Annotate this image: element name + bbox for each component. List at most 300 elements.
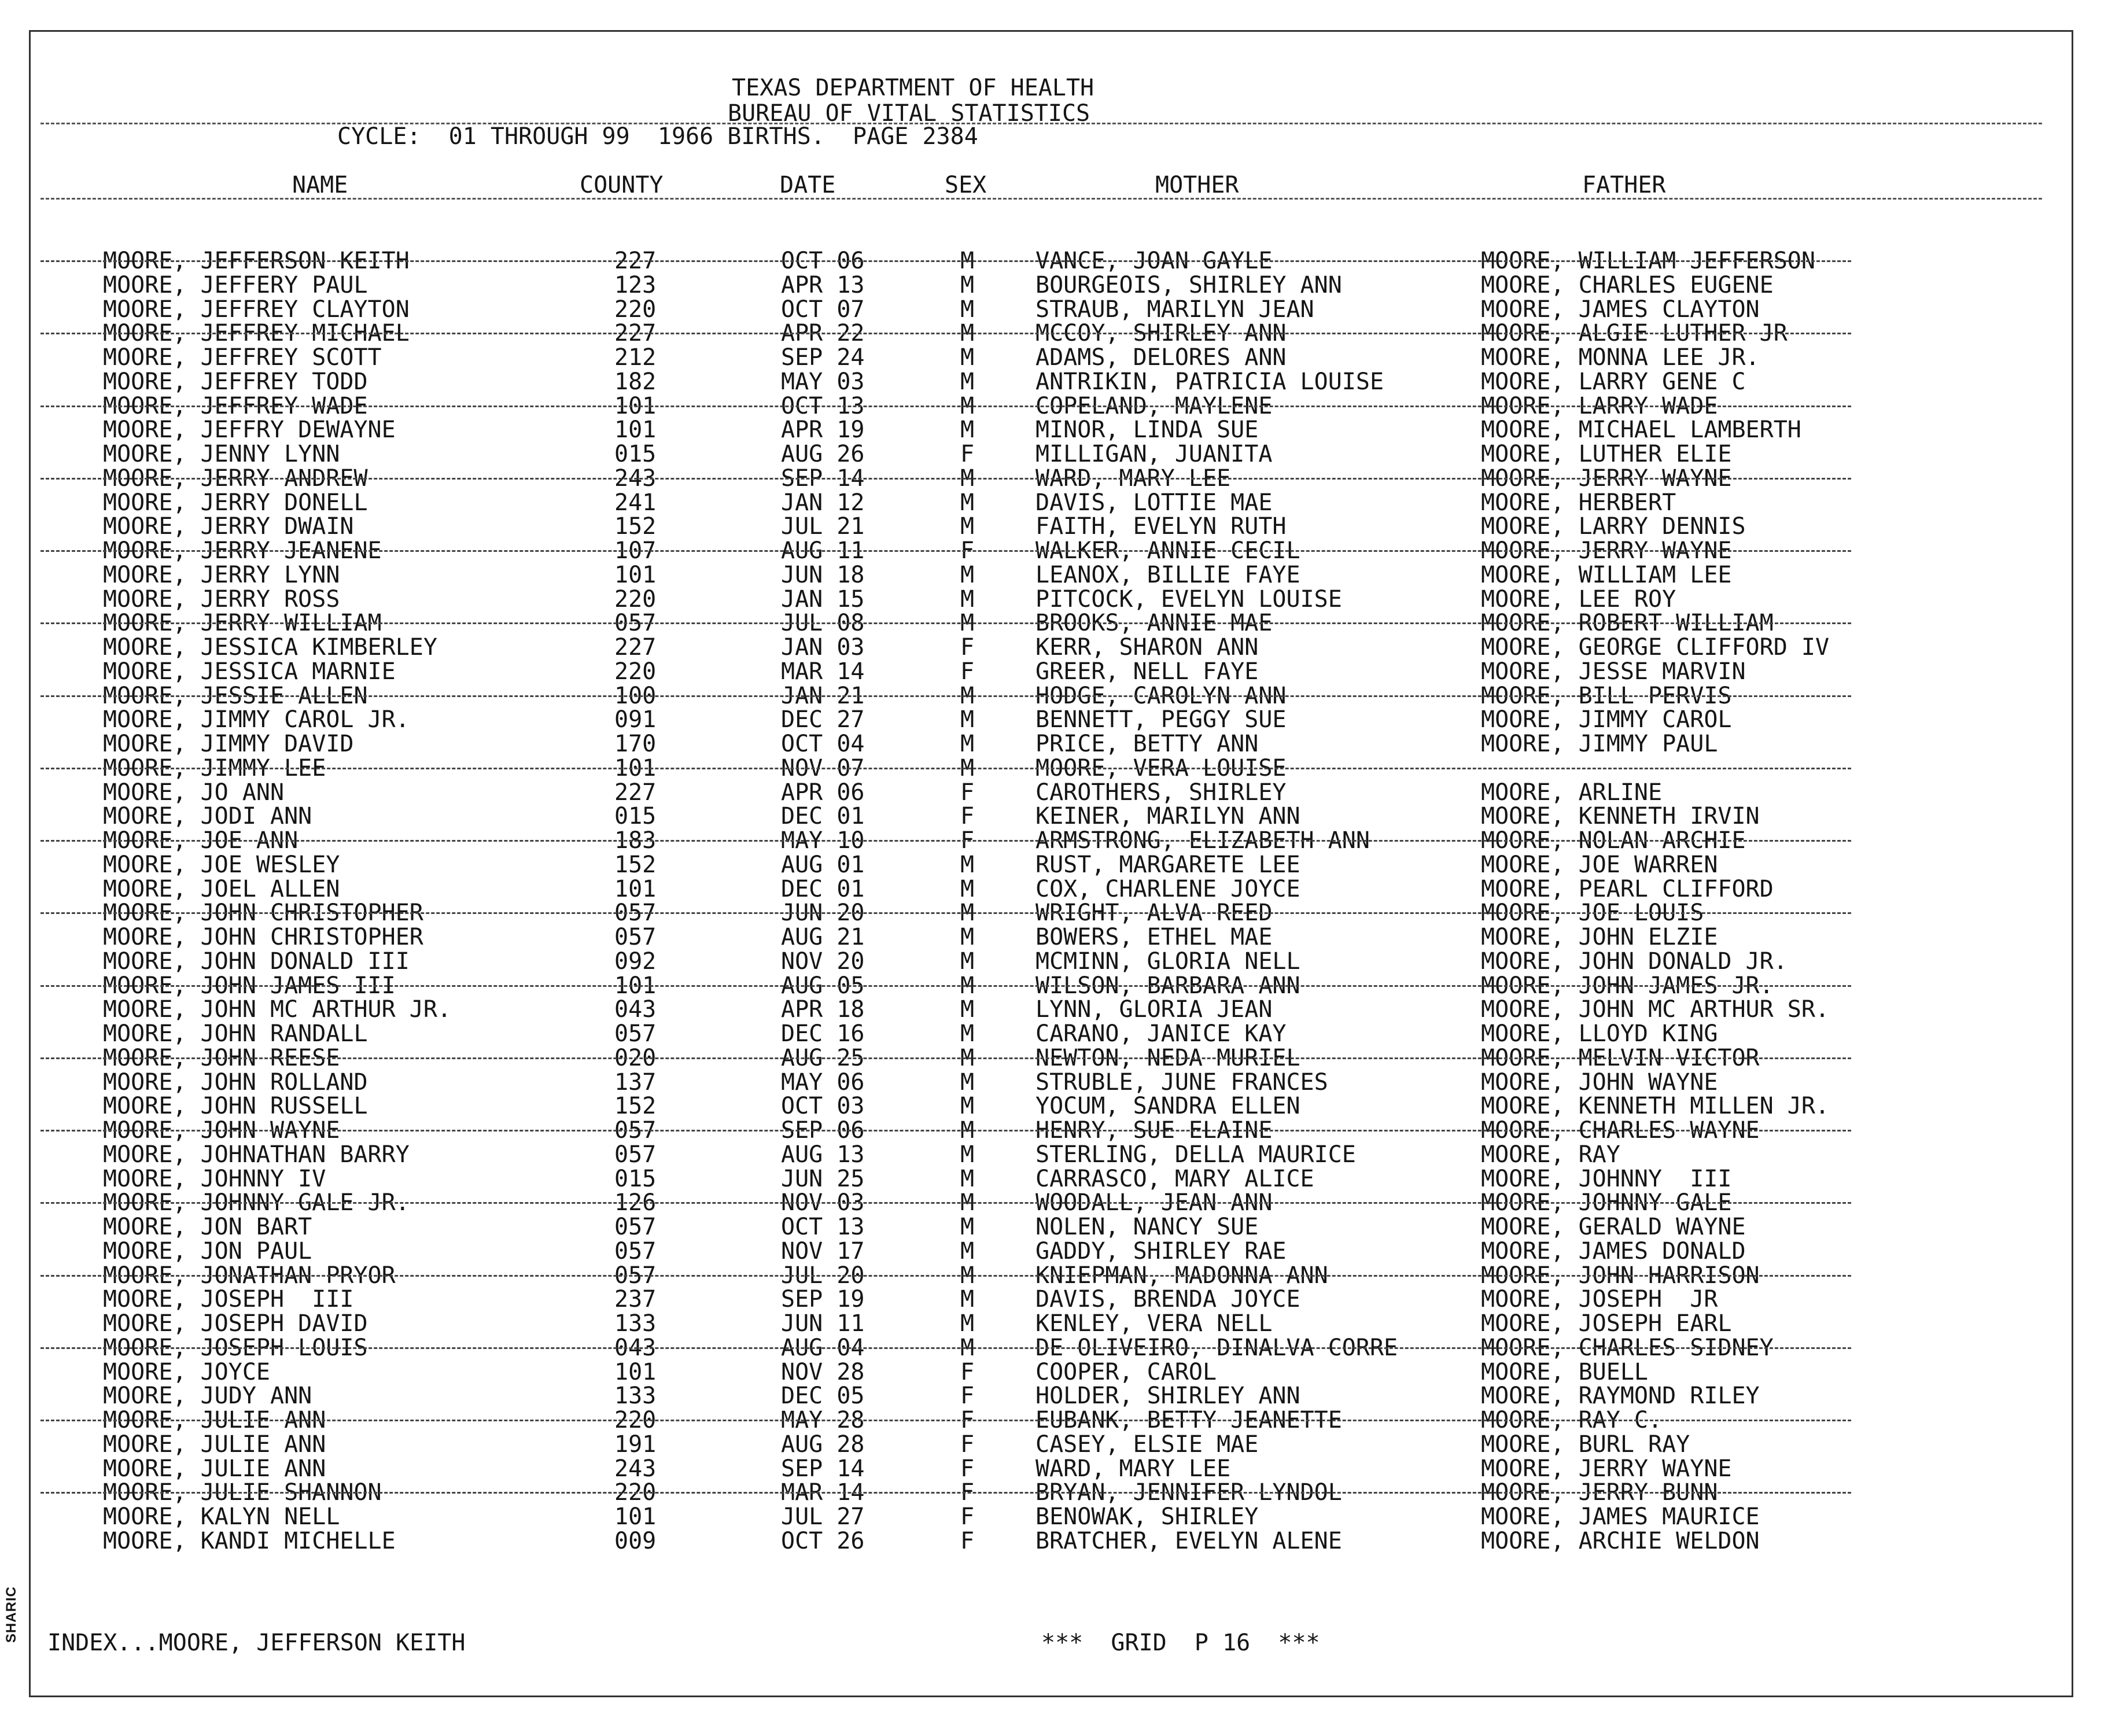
father-cell: MOORE, KENNETH MILLEN JR. bbox=[1481, 1093, 1830, 1120]
table-row bbox=[0, 1384, 2119, 1408]
father-cell: MOORE, LARRY DENNIS bbox=[1481, 513, 1746, 540]
father-cell: MOORE, CHARLES WAYNE bbox=[1481, 1117, 1760, 1144]
row-guide-line bbox=[40, 840, 1851, 842]
county-cell: 220 bbox=[614, 585, 657, 613]
table-row bbox=[0, 345, 2119, 370]
date-cell: AUG 26 bbox=[781, 441, 865, 467]
date-cell: MAY 03 bbox=[781, 368, 865, 395]
father-cell: MOORE, WILLIAM LEE bbox=[1481, 561, 1732, 588]
name-cell: MOORE, JOE ANN bbox=[103, 827, 298, 854]
table-row bbox=[0, 1215, 2119, 1239]
mother-cell: FAITH, EVELYN RUTH bbox=[1035, 513, 1287, 540]
name-cell: MOORE, JIMMY DAVID bbox=[103, 731, 354, 757]
county-cell: 100 bbox=[614, 682, 657, 709]
margin-label: SHARIC bbox=[3, 1586, 19, 1643]
county-cell: 057 bbox=[614, 1214, 657, 1240]
county-cell: 133 bbox=[614, 1383, 657, 1410]
father-cell: MOORE, JERRY WAYNE bbox=[1481, 537, 1732, 564]
column-header-county: COUNTY bbox=[580, 172, 664, 198]
name-cell: MOORE, JENNY LYNN bbox=[103, 441, 340, 467]
name-cell: MOORE, JOHN WAYNE bbox=[103, 1117, 340, 1144]
date-cell: OCT 07 bbox=[781, 296, 865, 323]
date-cell: OCT 13 bbox=[781, 1214, 865, 1240]
name-cell: MOORE, JEFFREY CLAYTON bbox=[103, 296, 410, 323]
sex-cell: M bbox=[960, 1334, 975, 1361]
sex-cell: F bbox=[960, 1527, 975, 1554]
county-cell: 057 bbox=[614, 900, 657, 927]
name-cell: MOORE, JERRY DWAIN bbox=[103, 513, 354, 540]
father-cell: MOORE, LLOYD KING bbox=[1481, 1020, 1718, 1047]
mother-cell: BRYAN, JENNIFER LYNDOL bbox=[1035, 1479, 1342, 1506]
date-cell: MAR 14 bbox=[781, 1479, 865, 1506]
name-cell: MOORE, JEFFREY SCOTT bbox=[103, 344, 382, 371]
mother-cell: BENNETT, PEGGY SUE bbox=[1035, 706, 1287, 734]
date-cell: OCT 03 bbox=[781, 1093, 865, 1120]
name-cell: MOORE, KALYN NELL bbox=[103, 1503, 340, 1530]
date-cell: OCT 13 bbox=[781, 392, 865, 419]
sex-cell: M bbox=[960, 924, 975, 950]
row-guide-line bbox=[40, 478, 1851, 480]
name-cell: MOORE, JO ANN bbox=[103, 779, 285, 806]
father-cell: MOORE, JOHN DONALD JR. bbox=[1481, 948, 1788, 975]
mother-cell: KNIEPMAN, MADONNA ANN bbox=[1035, 1262, 1328, 1289]
table-row bbox=[0, 514, 2119, 539]
date-cell: SEP 19 bbox=[781, 1286, 865, 1313]
sex-cell: M bbox=[960, 513, 975, 540]
date-cell: SEP 14 bbox=[781, 1455, 865, 1482]
date-cell: APR 18 bbox=[781, 996, 865, 1023]
column-header-rule bbox=[40, 198, 2042, 200]
mother-cell: COOPER, CAROL bbox=[1035, 1358, 1217, 1385]
table-row bbox=[0, 297, 2119, 322]
date-cell: JAN 21 bbox=[781, 682, 865, 709]
name-cell: MOORE, JESSIE ALLEN bbox=[103, 682, 368, 709]
county-cell: 092 bbox=[614, 948, 657, 975]
row-guide-line bbox=[40, 260, 1851, 262]
date-cell: JAN 12 bbox=[781, 489, 865, 516]
name-cell: MOORE, JODI ANN bbox=[103, 803, 312, 830]
county-cell: 152 bbox=[614, 513, 657, 540]
date-cell: MAY 10 bbox=[781, 827, 865, 854]
name-cell: MOORE, JOE WESLEY bbox=[103, 851, 340, 878]
table-row bbox=[0, 949, 2119, 974]
father-cell: MOORE, JOE WARREN bbox=[1481, 851, 1718, 878]
row-guide-line bbox=[40, 550, 1851, 552]
county-cell: 220 bbox=[614, 296, 657, 323]
sex-cell: M bbox=[960, 682, 975, 709]
table-row bbox=[0, 1239, 2119, 1263]
date-cell: DEC 27 bbox=[781, 706, 865, 734]
date-cell: APR 19 bbox=[781, 417, 865, 444]
county-cell: 227 bbox=[614, 248, 657, 274]
sex-cell: F bbox=[960, 803, 975, 830]
father-cell: MOORE, JAMES MAURICE bbox=[1481, 1503, 1760, 1530]
date-cell: SEP 24 bbox=[781, 344, 865, 371]
sex-cell: F bbox=[960, 634, 975, 661]
table-row bbox=[0, 732, 2119, 756]
county-cell: 241 bbox=[614, 489, 657, 516]
father-cell: MOORE, RAY bbox=[1481, 1141, 1620, 1168]
row-guide-line bbox=[40, 912, 1851, 914]
table-row bbox=[0, 853, 2119, 877]
sex-cell: M bbox=[960, 972, 975, 999]
county-cell: 191 bbox=[614, 1431, 657, 1458]
date-cell: JUL 21 bbox=[781, 513, 865, 540]
sex-cell: M bbox=[960, 1286, 975, 1313]
county-cell: 152 bbox=[614, 851, 657, 878]
mother-cell: KEINER, MARILYN ANN bbox=[1035, 803, 1300, 830]
date-cell: APR 22 bbox=[781, 320, 865, 347]
name-cell: MOORE, JON PAUL bbox=[103, 1237, 312, 1265]
date-cell: AUG 11 bbox=[781, 537, 865, 564]
name-cell: MOORE, JIMMY CAROL JR. bbox=[103, 706, 410, 734]
agency-title: TEXAS DEPARTMENT OF HEALTH bbox=[732, 75, 1094, 101]
county-cell: 057 bbox=[614, 610, 657, 637]
county-cell: 101 bbox=[614, 561, 657, 588]
sex-cell: M bbox=[960, 1020, 975, 1047]
sex-cell: M bbox=[960, 465, 975, 492]
county-cell: 182 bbox=[614, 368, 657, 395]
date-cell: AUG 01 bbox=[781, 851, 865, 878]
mother-cell: WALKER, ANNIE CECIL bbox=[1035, 537, 1300, 564]
father-cell: MOORE, JOHN HARRISON bbox=[1481, 1262, 1760, 1289]
date-cell: JUN 18 bbox=[781, 561, 865, 588]
table-row bbox=[0, 997, 2119, 1022]
sex-cell: M bbox=[960, 1310, 975, 1337]
table-row bbox=[0, 1287, 2119, 1311]
mother-cell: WOODALL, JEAN ANN bbox=[1035, 1189, 1273, 1217]
father-cell: MOORE, LARRY GENE C bbox=[1481, 368, 1746, 395]
sex-cell: M bbox=[960, 1214, 975, 1240]
date-cell: NOV 17 bbox=[781, 1237, 865, 1265]
date-cell: JUL 27 bbox=[781, 1503, 865, 1530]
father-cell: MOORE, JERRY WAYNE bbox=[1481, 465, 1732, 492]
sex-cell: M bbox=[960, 1189, 975, 1217]
sex-cell: M bbox=[960, 296, 975, 323]
mother-cell: VANCE, JOAN GAYLE bbox=[1035, 248, 1273, 274]
sex-cell: M bbox=[960, 344, 975, 371]
county-cell: 009 bbox=[614, 1527, 657, 1554]
mother-cell: NOLEN, NANCY SUE bbox=[1035, 1214, 1259, 1240]
father-cell: MOORE, NOLAN ARCHIE bbox=[1481, 827, 1746, 854]
row-guide-line bbox=[40, 768, 1851, 769]
county-cell: 057 bbox=[614, 1020, 657, 1047]
mother-cell: DE OLIVEIRO, DINALVA CORRE bbox=[1035, 1334, 1398, 1361]
name-cell: MOORE, JONATHAN PRYOR bbox=[103, 1262, 396, 1289]
date-cell: APR 13 bbox=[781, 271, 865, 298]
mother-cell: HOLDER, SHIRLEY ANN bbox=[1035, 1383, 1300, 1410]
father-cell: MOORE, GERALD WAYNE bbox=[1481, 1214, 1746, 1240]
name-cell: MOORE, JOHN CHRISTOPHER bbox=[103, 924, 423, 950]
county-cell: 170 bbox=[614, 731, 657, 757]
column-header-father: FATHER bbox=[1582, 172, 1666, 198]
name-cell: MOORE, JERRY ANDREW bbox=[103, 465, 368, 492]
name-cell: MOORE, JEFFREY MICHAEL bbox=[103, 320, 410, 347]
mother-cell: STRUBLE, JUNE FRANCES bbox=[1035, 1068, 1328, 1096]
table-row bbox=[0, 780, 2119, 805]
date-cell: AUG 05 bbox=[781, 972, 865, 999]
county-cell: 101 bbox=[614, 754, 657, 782]
mother-cell: COX, CHARLENE JOYCE bbox=[1035, 875, 1300, 902]
name-cell: MOORE, JOHN CHRISTOPHER bbox=[103, 900, 423, 927]
father-cell: MOORE, PEARL CLIFFORD bbox=[1481, 875, 1774, 902]
father-cell: MOORE, JAMES DONALD bbox=[1481, 1237, 1746, 1265]
table-row bbox=[0, 804, 2119, 828]
county-cell: 101 bbox=[614, 875, 657, 902]
name-cell: MOORE, JOHN ROLLAND bbox=[103, 1068, 368, 1096]
name-cell: MOORE, JOHNATHAN BARRY bbox=[103, 1141, 410, 1168]
date-cell: MAY 28 bbox=[781, 1407, 865, 1433]
row-guide-line bbox=[40, 1492, 1851, 1494]
county-cell: 101 bbox=[614, 1503, 657, 1530]
name-cell: MOORE, JON BART bbox=[103, 1214, 312, 1240]
mother-cell: HENRY, SUE ELAINE bbox=[1035, 1117, 1273, 1144]
sex-cell: M bbox=[960, 1044, 975, 1071]
father-cell: MOORE, JOSEPH JR bbox=[1481, 1286, 1718, 1313]
father-cell: MOORE, ARCHIE WELDON bbox=[1481, 1527, 1760, 1554]
name-cell: MOORE, JEFFERSON KEITH bbox=[103, 248, 410, 274]
father-cell: MOORE, JESSE MARVIN bbox=[1481, 658, 1746, 685]
mother-cell: LYNN, GLORIA JEAN bbox=[1035, 996, 1273, 1023]
father-cell: MOORE, JOHN JAMES JR. bbox=[1481, 972, 1774, 999]
sex-cell: F bbox=[960, 779, 975, 806]
sex-cell: M bbox=[960, 320, 975, 347]
father-cell: MOORE, ARLINE bbox=[1481, 779, 1663, 806]
index-footer: INDEX...MOORE, JEFFERSON KEITH bbox=[47, 1630, 466, 1656]
county-cell: 015 bbox=[614, 1165, 657, 1192]
sex-cell: M bbox=[960, 1141, 975, 1168]
row-guide-line bbox=[40, 622, 1851, 624]
father-cell: MOORE, JOHNNY III bbox=[1481, 1165, 1732, 1192]
mother-cell: BROOKS, ANNIE MAE bbox=[1035, 610, 1273, 637]
date-cell: MAY 06 bbox=[781, 1068, 865, 1096]
name-cell: MOORE, JOSEPH DAVID bbox=[103, 1310, 368, 1337]
date-cell: MAR 14 bbox=[781, 658, 865, 685]
county-cell: 020 bbox=[614, 1044, 657, 1071]
date-cell: JUN 25 bbox=[781, 1165, 865, 1192]
father-cell: MOORE, MELVIN VICTOR bbox=[1481, 1044, 1760, 1071]
mother-cell: HODGE, CAROLYN ANN bbox=[1035, 682, 1287, 709]
name-cell: MOORE, KANDI MICHELLE bbox=[103, 1527, 396, 1554]
mother-cell: WRIGHT, ALVA REED bbox=[1035, 900, 1273, 927]
father-cell: MOORE, JOE LOUIS bbox=[1481, 900, 1704, 927]
mother-cell: WARD, MARY LEE bbox=[1035, 465, 1231, 492]
name-cell: MOORE, JOHN MC ARTHUR JR. bbox=[103, 996, 452, 1023]
sex-cell: M bbox=[960, 1117, 975, 1144]
county-cell: 133 bbox=[614, 1310, 657, 1337]
county-cell: 101 bbox=[614, 972, 657, 999]
name-cell: MOORE, JIMMY LEE bbox=[103, 754, 326, 782]
mother-cell: GREER, NELL FAYE bbox=[1035, 658, 1259, 685]
father-cell: MOORE, MICHAEL LAMBERTH bbox=[1481, 417, 1801, 444]
father-cell: MOORE, ROBERT WILLIAM bbox=[1481, 610, 1774, 637]
county-cell: 227 bbox=[614, 779, 657, 806]
father-cell: MOORE, BURL RAY bbox=[1481, 1431, 1690, 1458]
sex-cell: M bbox=[960, 1165, 975, 1192]
name-cell: MOORE, JEFFREY WADE bbox=[103, 392, 368, 419]
mother-cell: NEWTON, NEDA MURIEL bbox=[1035, 1044, 1300, 1071]
name-cell: MOORE, JULIE ANN bbox=[103, 1431, 326, 1458]
date-cell: OCT 26 bbox=[781, 1527, 865, 1554]
row-guide-line bbox=[40, 1202, 1851, 1204]
father-cell: MOORE, JOHN WAYNE bbox=[1481, 1068, 1718, 1096]
mother-cell: PITCOCK, EVELYN LOUISE bbox=[1035, 585, 1342, 613]
name-cell: MOORE, JESSICA KIMBERLEY bbox=[103, 634, 437, 661]
sex-cell: F bbox=[960, 1479, 975, 1506]
county-cell: 107 bbox=[614, 537, 657, 564]
table-row bbox=[0, 1505, 2119, 1529]
column-header-mother: MOTHER bbox=[1155, 172, 1239, 198]
table-row bbox=[0, 925, 2119, 949]
date-cell: DEC 01 bbox=[781, 803, 865, 830]
father-cell: MOORE, BUELL bbox=[1481, 1358, 1648, 1385]
sex-cell: M bbox=[960, 1093, 975, 1120]
table-row bbox=[0, 273, 2119, 297]
sex-cell: F bbox=[960, 1431, 975, 1458]
county-cell: 043 bbox=[614, 996, 657, 1023]
sex-cell: M bbox=[960, 489, 975, 516]
mother-cell: BOWERS, ETHEL MAE bbox=[1035, 924, 1273, 950]
date-cell: JUL 20 bbox=[781, 1262, 865, 1289]
date-cell: SEP 14 bbox=[781, 465, 865, 492]
table-row bbox=[0, 563, 2119, 587]
date-cell: NOV 20 bbox=[781, 948, 865, 975]
name-cell: MOORE, JULIE ANN bbox=[103, 1407, 326, 1433]
county-cell: 101 bbox=[614, 417, 657, 444]
mother-cell: DAVIS, LOTTIE MAE bbox=[1035, 489, 1273, 516]
mother-cell: PRICE, BETTY ANN bbox=[1035, 731, 1259, 757]
name-cell: MOORE, JULIE ANN bbox=[103, 1455, 326, 1482]
mother-cell: ADAMS, DELORES ANN bbox=[1035, 344, 1287, 371]
county-cell: 227 bbox=[614, 634, 657, 661]
mother-cell: ANTRIKIN, PATRICIA LOUISE bbox=[1035, 368, 1384, 395]
sex-cell: F bbox=[960, 1358, 975, 1385]
county-cell: 091 bbox=[614, 706, 657, 734]
name-cell: MOORE, JULIE SHANNON bbox=[103, 1479, 382, 1506]
date-cell: JUN 11 bbox=[781, 1310, 865, 1337]
date-cell: AUG 13 bbox=[781, 1141, 865, 1168]
date-cell: APR 06 bbox=[781, 779, 865, 806]
table-row bbox=[0, 1094, 2119, 1118]
father-cell: MOORE, JERRY BUNN bbox=[1481, 1479, 1718, 1506]
county-cell: 220 bbox=[614, 1407, 657, 1433]
table-row bbox=[0, 877, 2119, 901]
sex-cell: M bbox=[960, 900, 975, 927]
mother-cell: BRATCHER, EVELYN ALENE bbox=[1035, 1527, 1342, 1554]
table-row bbox=[0, 659, 2119, 684]
sex-cell: M bbox=[960, 875, 975, 902]
sex-cell: M bbox=[960, 585, 975, 613]
date-cell: AUG 28 bbox=[781, 1431, 865, 1458]
name-cell: MOORE, JOEL ALLEN bbox=[103, 875, 340, 902]
sex-cell: F bbox=[960, 658, 975, 685]
sex-cell: M bbox=[960, 248, 975, 274]
father-cell: MOORE, KENNETH IRVIN bbox=[1481, 803, 1760, 830]
date-cell: AUG 21 bbox=[781, 924, 865, 950]
sex-cell: M bbox=[960, 368, 975, 395]
table-row bbox=[0, 1529, 2119, 1553]
father-cell: MOORE, JOSEPH EARL bbox=[1481, 1310, 1732, 1337]
sex-cell: M bbox=[960, 1068, 975, 1096]
father-cell: MOORE, MONNA LEE JR. bbox=[1481, 344, 1760, 371]
table-row bbox=[0, 1167, 2119, 1191]
name-cell: MOORE, JOHN RANDALL bbox=[103, 1020, 368, 1047]
name-cell: MOORE, JEFFREY TODD bbox=[103, 368, 368, 395]
mother-cell: RUST, MARGARETE LEE bbox=[1035, 851, 1300, 878]
father-cell: MOORE, LARRY WADE bbox=[1481, 392, 1718, 419]
county-cell: 101 bbox=[614, 392, 657, 419]
date-cell: NOV 28 bbox=[781, 1358, 865, 1385]
father-cell: MOORE, GEORGE CLIFFORD IV bbox=[1481, 634, 1830, 661]
father-cell: MOORE, JOHNNY GALE bbox=[1481, 1189, 1732, 1217]
date-cell: SEP 06 bbox=[781, 1117, 865, 1144]
mother-cell: MILLIGAN, JUANITA bbox=[1035, 441, 1273, 467]
sex-cell: F bbox=[960, 1455, 975, 1482]
row-guide-line bbox=[40, 1420, 1851, 1421]
column-header-date: DATE bbox=[780, 172, 836, 198]
row-guide-line bbox=[40, 985, 1851, 987]
table-row bbox=[0, 587, 2119, 611]
table-row bbox=[0, 1070, 2119, 1094]
mother-cell: CAROTHERS, SHIRLEY bbox=[1035, 779, 1287, 806]
mother-cell: EUBANK, BETTY JEANETTE bbox=[1035, 1407, 1342, 1433]
date-cell: AUG 04 bbox=[781, 1334, 865, 1361]
date-cell: JAN 15 bbox=[781, 585, 865, 613]
cycle-line: CYCLE: 01 THROUGH 99 1966 BIRTHS. PAGE 2384 bbox=[337, 123, 978, 150]
sex-cell: M bbox=[960, 731, 975, 757]
county-cell: 123 bbox=[614, 271, 657, 298]
county-cell: 220 bbox=[614, 658, 657, 685]
name-cell: MOORE, JOYCE bbox=[103, 1358, 270, 1385]
table-row bbox=[0, 1311, 2119, 1336]
date-cell: NOV 07 bbox=[781, 754, 865, 782]
county-cell: 243 bbox=[614, 1455, 657, 1482]
table-row bbox=[0, 370, 2119, 394]
father-cell: MOORE, CHARLES SIDNEY bbox=[1481, 1334, 1774, 1361]
table-row bbox=[0, 1022, 2119, 1046]
table-row bbox=[0, 1457, 2119, 1481]
name-cell: MOORE, JESSICA MARNIE bbox=[103, 658, 396, 685]
date-cell: DEC 01 bbox=[781, 875, 865, 902]
mother-cell: MOORE, VERA LOUISE bbox=[1035, 754, 1287, 782]
mother-cell: WILSON, BARBARA ANN bbox=[1035, 972, 1300, 999]
county-cell: 043 bbox=[614, 1334, 657, 1361]
date-cell: JUL 08 bbox=[781, 610, 865, 637]
county-cell: 183 bbox=[614, 827, 657, 854]
date-cell: DEC 05 bbox=[781, 1383, 865, 1410]
county-cell: 057 bbox=[614, 1141, 657, 1168]
county-cell: 137 bbox=[614, 1068, 657, 1096]
father-cell: MOORE, JOHN ELZIE bbox=[1481, 924, 1718, 950]
name-cell: MOORE, JERRY LYNN bbox=[103, 561, 340, 588]
sex-cell: M bbox=[960, 754, 975, 782]
row-guide-line bbox=[40, 1275, 1851, 1277]
table-row bbox=[0, 418, 2119, 442]
county-cell: 057 bbox=[614, 1262, 657, 1289]
sex-cell: M bbox=[960, 1237, 975, 1265]
sex-cell: M bbox=[960, 561, 975, 588]
sex-cell: F bbox=[960, 1407, 975, 1433]
name-cell: MOORE, JOSEPH III bbox=[103, 1286, 354, 1313]
mother-cell: BENOWAK, SHIRLEY bbox=[1035, 1503, 1259, 1530]
county-cell: 220 bbox=[614, 1479, 657, 1506]
name-cell: MOORE, JOSEPH LOUIS bbox=[103, 1334, 368, 1361]
mother-cell: LEANOX, BILLIE FAYE bbox=[1035, 561, 1300, 588]
name-cell: MOORE, JEFFRY DEWAYNE bbox=[103, 417, 396, 444]
father-cell: MOORE, ALGIE LUTHER JR bbox=[1481, 320, 1788, 347]
mother-cell: KERR, SHARON ANN bbox=[1035, 634, 1259, 661]
mother-cell: DAVIS, BRENDA JOYCE bbox=[1035, 1286, 1300, 1313]
